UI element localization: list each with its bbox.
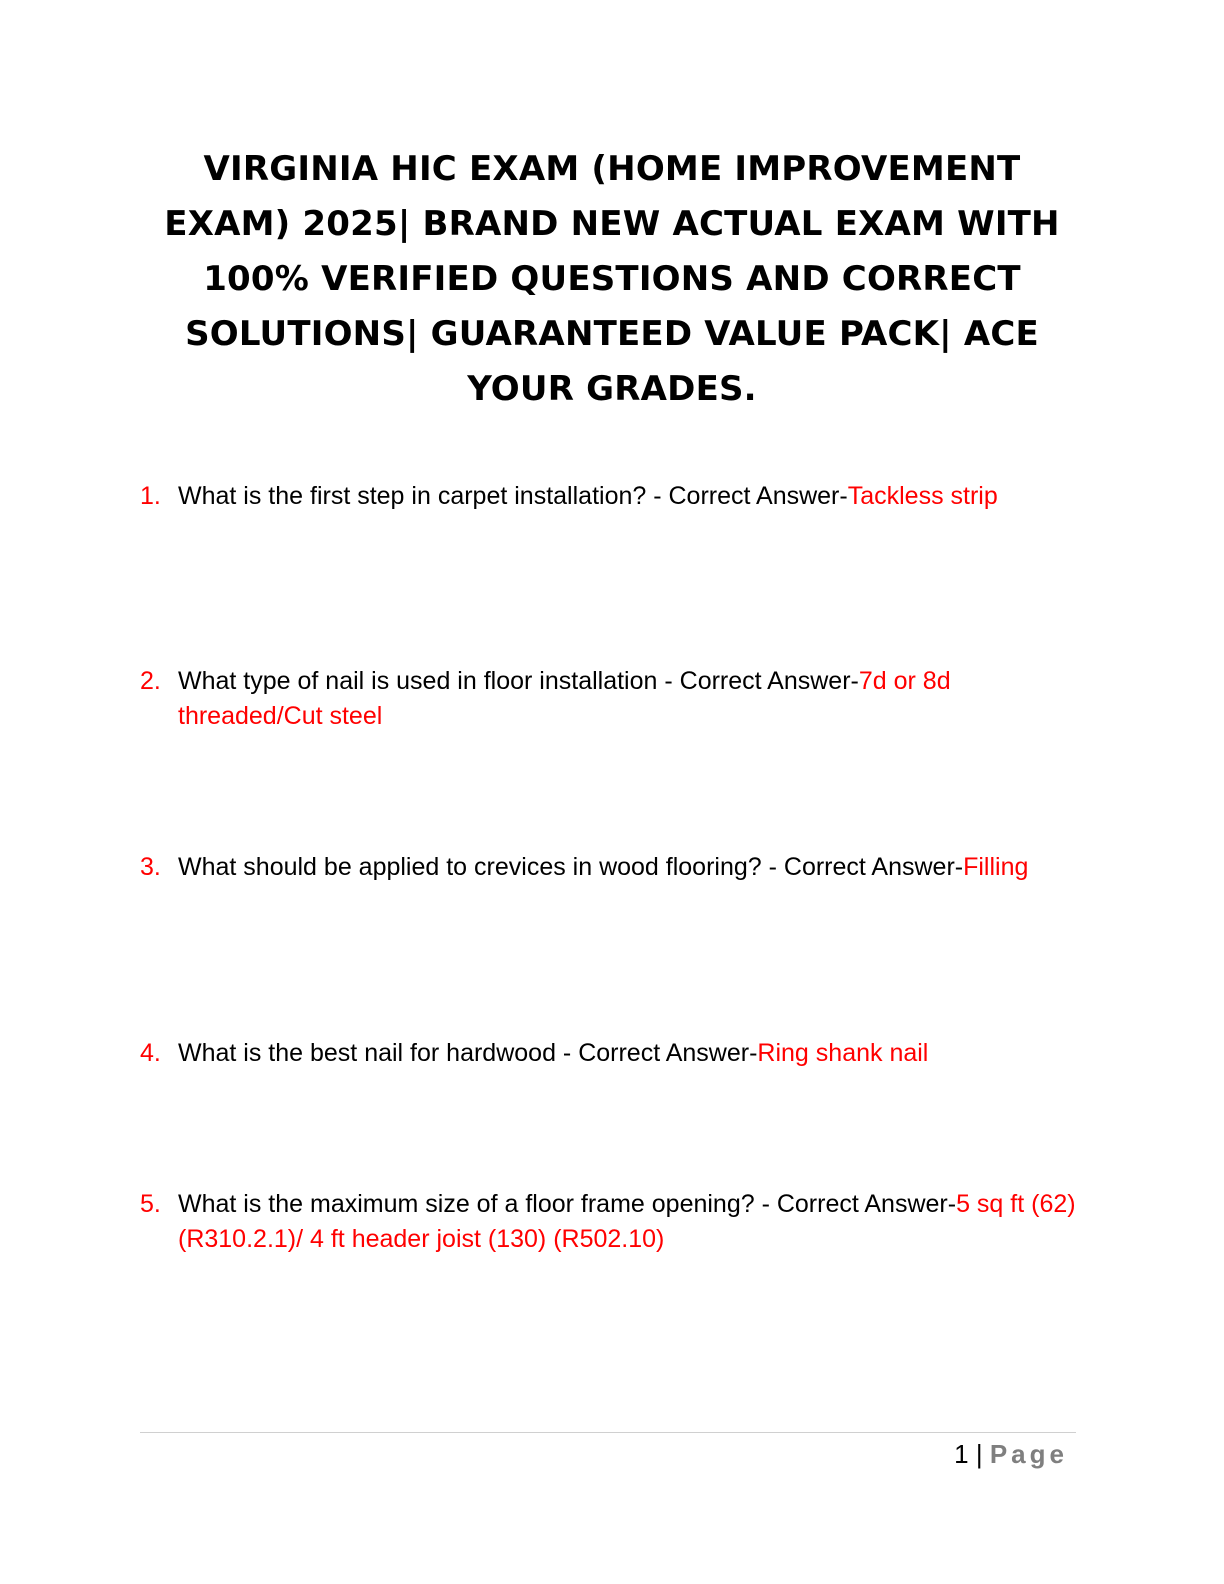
question-item-5 (140, 1187, 1080, 1257)
footer-divider (140, 1432, 1076, 1433)
answer-text: Tackless strip (847, 482, 998, 510)
document-title: VIRGINIA HIC EXAM (HOME IMPROVEMENT EXAM) 2025| BRAND NEW ACTUAL EXAM WITH 100% VERIFIED QUESTIONS AND CORRECT SOLUTIONS| GUARANTEED VALUE PACK| ACE YOUR GRADES. (164, 149, 1060, 409)
question-item-3 (140, 850, 1080, 885)
question-text: What type of nail is used in floor installation - Correct Answer- (178, 667, 859, 695)
answer-text: Ring shank nail (757, 1039, 929, 1067)
page-number: 1 (954, 1439, 969, 1469)
question-text: What is the maximum size of a floor frame opening? - Correct Answer- (178, 1190, 957, 1218)
question-body (178, 479, 1080, 514)
question-body (178, 664, 1080, 734)
question-number: 3. (140, 853, 161, 881)
question-item-2 (140, 664, 1080, 734)
question-body (178, 850, 1080, 885)
question-number: 4. (140, 1039, 161, 1067)
question-number: 1. (140, 482, 161, 510)
question-item-1 (140, 479, 1080, 514)
question-item-4 (140, 1036, 1080, 1071)
page-label: Page (989, 1439, 1068, 1469)
question-body (178, 1036, 1080, 1071)
page-footer (954, 1436, 1068, 1472)
answer-text: Filling (963, 853, 1029, 881)
answer-text: 7d or 8d threaded/Cut steel (178, 667, 951, 730)
question-text: What is the first step in carpet installation? - Correct Answer- (178, 482, 848, 510)
question-text: What should be applied to crevices in wood flooring? - Correct Answer- (178, 853, 964, 881)
question-text: What is the best nail for hardwood - Correct Answer- (178, 1039, 758, 1067)
question-number: 5. (140, 1190, 161, 1218)
footer-separator: | (975, 1439, 983, 1469)
question-number: 2. (140, 667, 161, 695)
question-body (178, 1187, 1080, 1257)
answer-text: 5 sq ft (62) (R310.2.1)/ 4 ft header joist (130) (R502.10) (178, 1190, 1076, 1253)
